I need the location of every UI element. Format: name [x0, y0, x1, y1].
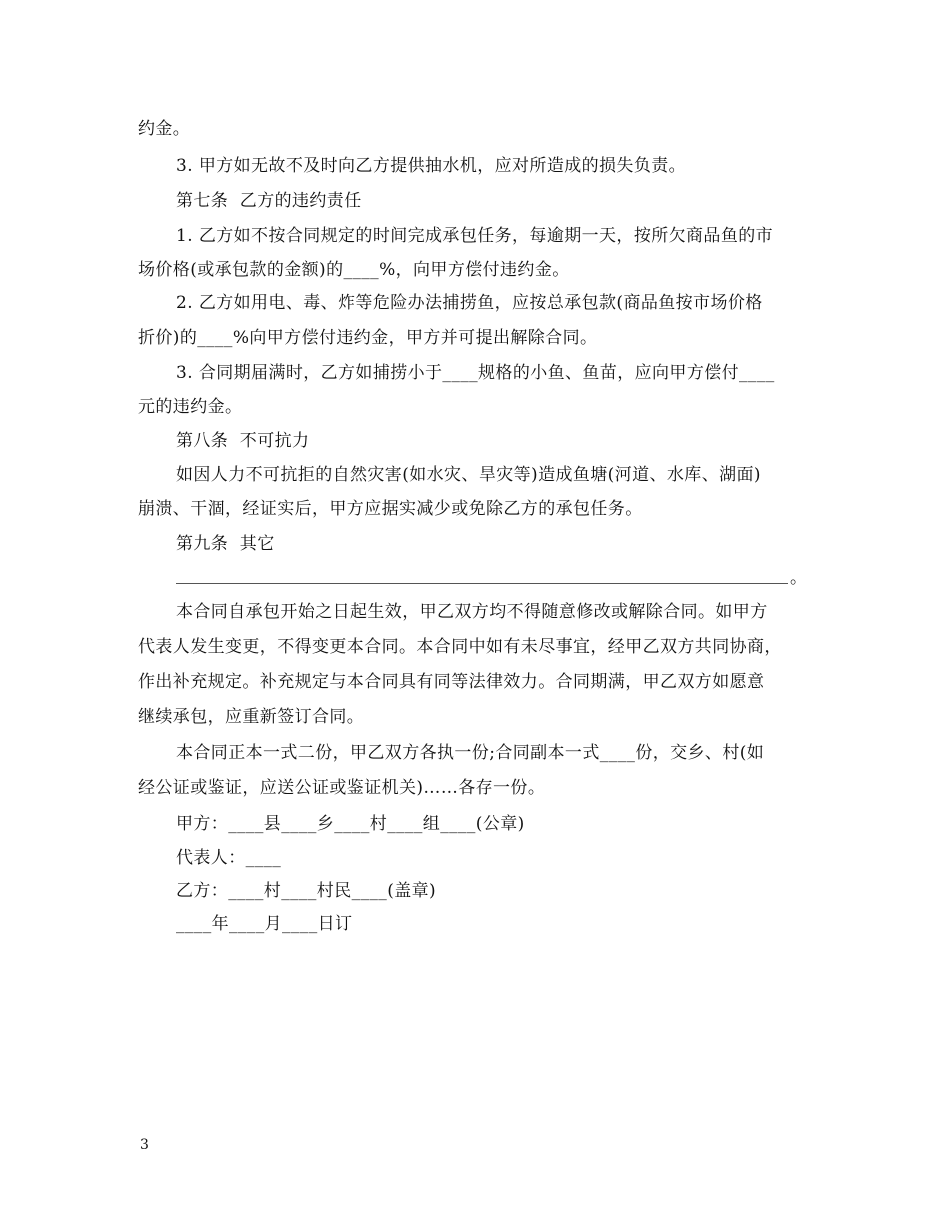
paragraph-line: 如因人力不可抗拒的自然灾害(如水灾、旱灾等)造成鱼塘(河道、水库、湖面) — [176, 465, 761, 485]
signature-party-b: 乙方：____村____村民____(盖章) — [176, 881, 437, 901]
paragraph-line: 本合同正本一式二份，甲乙双方各执一份;合同副本一式____份，交乡、村(如 — [176, 743, 765, 763]
section-heading: 第八条 不可抗力 — [176, 431, 310, 451]
paragraph-line: 约金。 — [138, 119, 191, 139]
paragraph-line: 元的违约金。 — [138, 397, 243, 417]
paragraph-line: 作出补充规定。补充规定与本合同具有同等法律效力。合同期满，甲乙双方如愿意 — [138, 672, 765, 692]
section-heading: 第九条 其它 — [176, 534, 275, 554]
page-number: 3 — [140, 1137, 149, 1153]
paragraph-line: 2. 乙方如用电、毒、炸等危险办法捕捞鱼，应按总承包款(商品鱼按市场价格 — [176, 293, 763, 313]
paragraph-line: 继续承包，应重新签订合同。 — [138, 707, 365, 727]
paragraph-line: 3. 合同期届满时，乙方如捕捞小于____规格的小鱼、鱼苗，应向甲方偿付____ — [176, 363, 775, 383]
paragraph-line: 本合同自承包开始之日起生效，甲乙双方均不得随意修改或解除合同。如甲方 — [176, 602, 768, 622]
paragraph-line: 1. 乙方如不按合同规定的时间完成承包任务，每逾期一天，按所欠商品鱼的市 — [176, 226, 774, 246]
paragraph-line: 场价格(或承包款的金额)的____%，向甲方偿付违约金。 — [138, 260, 570, 280]
signature-representative: 代表人：____ — [176, 848, 282, 868]
signature-date: ____年____月____日订 — [176, 914, 353, 934]
signature-party-a: 甲方：____县____乡____村____组____(公章) — [176, 814, 525, 834]
paragraph-line: 经公证或鉴证，应送公证或鉴证机关)……各存一份。 — [138, 778, 546, 798]
paragraph-line: 折价)的____%向甲方偿付违约金，甲方并可提出解除合同。 — [138, 328, 598, 348]
blank-fill-line — [176, 583, 788, 584]
paragraph-line: 崩溃、干涸，经证实后，甲方应据实减少或免除乙方的承包任务。 — [138, 499, 643, 519]
paragraph-line: 3. 甲方如无故不及时向乙方提供抽水机，应对所造成的损失负责。 — [176, 156, 687, 176]
section-heading: 第七条 乙方的违约责任 — [176, 191, 362, 211]
paragraph-line: 代表人发生变更，不得变更本合同。本合同中如有未尽事宜，经甲乙双方共同协商， — [138, 637, 782, 657]
blank-line-period: 。 — [790, 568, 807, 588]
